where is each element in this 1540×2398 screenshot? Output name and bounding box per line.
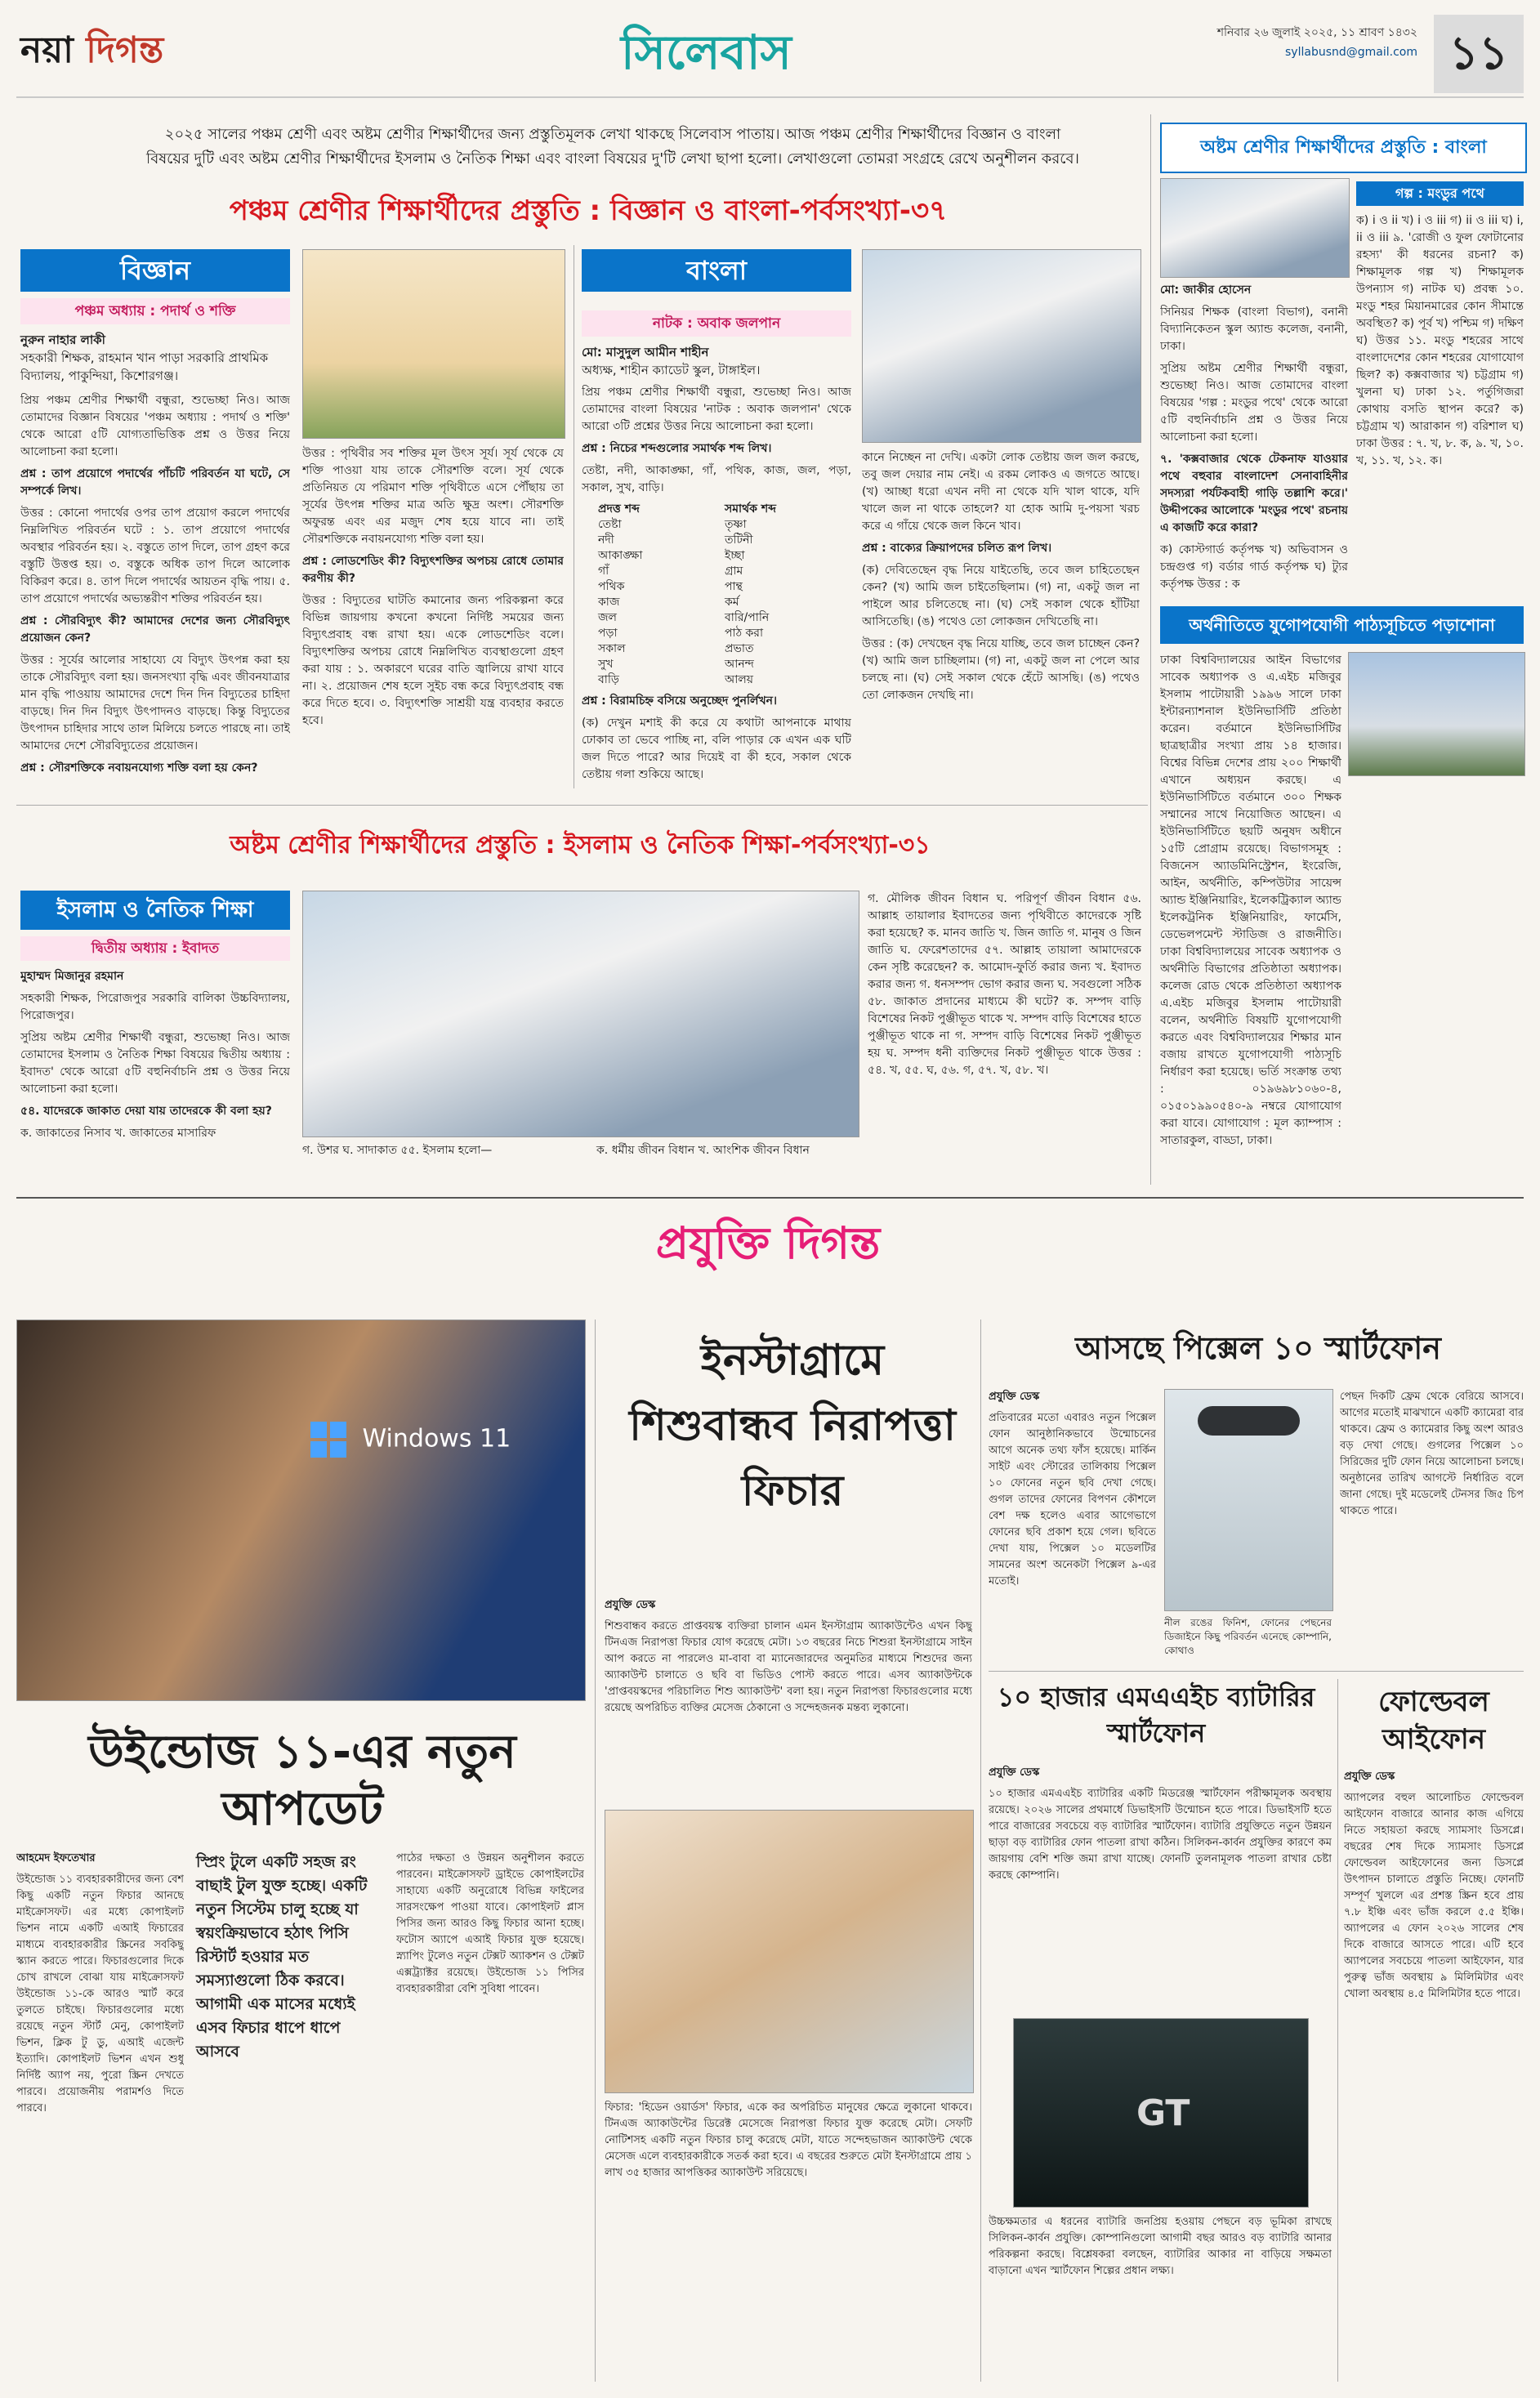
syn-5: কর্ম (725, 596, 739, 609)
pixel-body-2: পেছন দিকটি ফ্রেম থেকে বেরিয়ে আসবে। আগের মতোই মাঝখানে একটি ক্যামেরা বার থাকবে। ফ্রেম ও ক্যামেরার কিছু অংশ আরও বড় দেখা গেছে। গুগলের পিক্সেল ১০ সিরিজের দুটি ফোন নিয়ে আলোচনা চলছে। অনুষ্ঠানের তারিখ আগস্টে নির্ধারিত বলে জানা গেছে। দুই মডেলেই টেনসর জি৫ চিপ থাকতে পারে। (1340, 1391, 1524, 1517)
pixel-caption-text: নীল রঙের ফিনিশ, ফোনের পেছনের ডিজাইনে কিছু পরিবর্তন এনেছে কোম্পানি, কোথাও (1164, 1617, 1332, 1656)
divider-main-right (1150, 114, 1151, 1185)
header-meta (1217, 23, 1417, 62)
bangla-col2-text: কানে নিচ্ছেন না দেখি। একটা লোক তেষ্টায় জল জল করছে, তবু জল দেয়ার নাম নেই। এ রকম লোকও এ জগতে আছে। (খ) আচ্ছা ধরো এখন নদী না থেকে যদি খাল থাকে, যদি খালে জল না থাকে তাহলে? যা হোক আমি দু-পয়সা খরচ করে এ গাঁয়ে থেকে জল কিনে খাব। (862, 451, 1140, 533)
given-8: সকাল (598, 642, 626, 655)
intro-text (82, 123, 1144, 172)
windows-pullquote (196, 1851, 384, 2061)
bangla-author-name: মো: মাসুদুল আমীন শাহীন (582, 345, 709, 359)
syn-9: আনন্দ (725, 658, 754, 671)
pixel-author: প্রযুক্তি ডেস্ক (989, 1391, 1040, 1403)
given-10: বাড়ি (598, 673, 619, 686)
windows-logo (310, 1422, 511, 1458)
class8-bangla-banner-box (1160, 123, 1527, 173)
divider-tech-2 (980, 1320, 981, 2382)
given-0: তেষ্টা (598, 518, 622, 531)
divider-class8-islam (16, 805, 1148, 806)
class8-islam-banner: অষ্টম শ্রেণীর শিক্ষার্থীদের প্রস্তুতি : ইসলাম ও নৈতিক শিক্ষা-পর্বসংখ্যা-৩১ (230, 831, 931, 860)
windows-author: আহমেদ ইফতেখার (16, 1852, 96, 1864)
islam-chapter: দ্বিতীয় অধ্যায় : ইবাদত (20, 936, 290, 961)
bangla-col-1 (582, 384, 851, 784)
given-6: জল (598, 611, 617, 624)
battery-body-2: উচ্চক্ষমতার এ ধরনের ব্যাটারি জনপ্রিয় হওয়ায় পেছনে বড় ভূমিকা রাখছে সিলিকন-কার্বন প্রযুক্তি। কোম্পানিগুলো আগামী বছর আরও বড় ব্যাটারি আনার পরিকল্পনা করছে। বিশ্লেষকরা বলছেন, ব্যাটারির আকার না বাড়িয়ে সক্ষমতা বাড়ানো এখন স্মার্টফোন শিল্পের প্রধান লক্ষ্য। (989, 2216, 1332, 2277)
science-intro: প্রিয় পঞ্চম শ্রেণীর শিক্ষার্থী বন্ধুরা, শুভেচ্ছা নিও। আজ তোমাদের বিজ্ঞান বিষয়ের 'পঞ্চম অধ্যায় : পদার্থ ও শক্তি' থেকে আরো ৫টি যোগ্যতাভিত্তিক প্রশ্ন ও উত্তর নিয়ে আলোচনা করা হলো। (20, 394, 290, 458)
windows-laptop-photo (16, 1320, 586, 1701)
foldable-col (1344, 1769, 1524, 2382)
given-4: পথিক (598, 580, 625, 593)
pixel-headline: আসছে পিক্সেল ১০ স্মার্টফোন (1075, 1330, 1441, 1366)
science-col-2 (302, 445, 564, 784)
syn-0: তৃষ্ণা (725, 518, 747, 531)
class8-bangla-author-role: সিনিয়র শিক্ষক (বাংলা বিভাগ), বনানী বিদ্যানিকেতন স্কুল অ্যান্ড কলেজ, বনানী, ঢাকা। (1160, 306, 1348, 353)
bangla-author (582, 343, 851, 379)
given-3: গাঁ (598, 565, 609, 578)
islam-author-name: মুহাম্মদ মিজানুর রহমান (20, 970, 124, 983)
bangla-col-2 (862, 449, 1140, 784)
islam-q54-opts: ক. জাকাতের নিসাব খ. জাকাতের মাসারিফ (20, 1127, 216, 1140)
class8-bangla-col-2 (1356, 212, 1524, 596)
science-a4: উত্তর : বিদ্যুতের ঘাটতি কমানোর জন্য পরিকল্পনা করে বিভিন্ন জায়গায় কখনো কখনো নির্দিষ্ট সময়ের জন্য বিদ্যুৎপ্রবাহ বন্ধ রাখা হয়। একে লোডশেডিং বলে। বিদ্যুৎশক্তির অপচয় রোধে নিম্নলিখিত ব্যবস্থাগুলো গ্রহণ করা যায় : ১. অকারণে ঘরের বাতি জ্বালিয়ে রাখা যাবে না। ২. প্রয়োজন শেষ হলে সুইচ বন্ধ করে বিদ্যুৎপ্রবাহ বন্ধ করে দিতে হবে। ৩. বিদ্যুৎশক্তি সাশ্রয়ী যন্ত্র ব্যবহার করতে হবে। (302, 594, 564, 727)
economy-banner-box (1160, 606, 1524, 644)
logo-accent: দিগন্ত (86, 29, 164, 71)
science-col-1 (20, 392, 290, 784)
bangla-chapter: নাটক : অবাক জলপান (582, 310, 851, 337)
given-7: পড়া (598, 627, 618, 640)
islam-col-1 (20, 968, 290, 1181)
class8-bangla-q7: ৭. 'কক্সবাজার থেকে টেকনাফ যাওয়ার পথে বহুবার বাংলাদেশ সেনাবাহিনীর সদস্যরা পর্যটকবাহী গাড়ি তল্লাশি করে।' উদ্দীপকের আলোকে 'মংডুর পথে' রচনায় এ কাজটি করে কারা? (1160, 453, 1348, 534)
islam-under-photo-1: গ. উশর ঘ. সাদাকাত ৫৫. ইসলাম হলো— (302, 1144, 493, 1157)
islam-col-right (868, 891, 1141, 1181)
class8-bangla-chapter: গল্প : মংডুর পথে (1356, 181, 1524, 206)
bangla-intro: প্রিয় পঞ্চম শ্রেণীর শিক্ষার্থী বন্ধুরা, শুভেচ্ছা নিও। আজ তোমাদের বাংলা বিষয়ের 'নাটক : অবাক জলপান' থেকে আরো ৩টি প্রশ্নের উত্তর নিয়ে আলোচনা করা হলো। (582, 386, 851, 433)
windows-col-3 (396, 1851, 584, 2382)
divider-tech (16, 1197, 1524, 1199)
science-chapter: পঞ্চম অধ্যায় : পদার্থ ও শক্তি (20, 298, 290, 324)
economy-text: ঢাকা বিশ্ববিদ্যালয়ের আইন বিভাগের সাবেক অধ্যাপক ও এ.এইচ মজিবুর ইসলাম পাটোয়ারী ১৯৯৬ সালে ঢাকা ইন্টারন্যাশনাল ইউনিভার্সিটি প্রতিষ্ঠা করেন। বর্তমানে ইউনিভার্সিটির ছাত্রছাত্রীর সংখ্যা প্রায় ১৪ হাজার। বিশ্বের বিভিন্ন দেশের প্রায় ২০০ শিক্ষার্থী এখানে অধ্যয়ন করছে। এ ইউনিভার্সিটিতে বর্তমানে ৩০০ শিক্ষক সম্মানের সাথে নিয়োজিত আছেন। এ ইউনিভার্সিটিতে ছয়টি অনুষদ অধীনে ১৫টি প্রোগ্রাম রয়েছে। বিভাগসমূহ : বিজনেস অ্যাডমিনিস্ট্রেশন, ইংরেজি, আইন, অর্থনীতি, কম্পিউটার সায়েন্স অ্যান্ড ইঞ্জিনিয়ারিং, ইলেকট্রিক্যাল অ্যান্ড ইলেকট্রনিক ইঞ্জিনিয়ারিং, ফার্মেসি, ডেভেলপমেন্ট স্টাডিজ ও রাজনীতি। ঢাকা বিশ্ববিদ্যালয়ের সাবেক অধ্যাপক ও অর্থনীতি বিভাগের প্রতিষ্ঠাতা অধ্যাপক। কলেজ রোড থেকে প্রতিষ্ঠাতা অধ্যাপক এ.এইচ মজিবুর ইসলাম পাটোয়ারী বলেন, অর্থনীতি বিষয়টি যুগোপযোগী করতে এবং বিশ্ববিদ্যালয়ের শিক্ষার মান বজায় রাখতে যুগোপযোগী পাঠ্যসূচি নির্ধারণ করা হয়েছে। ভর্তি সংক্রান্ত তথ্য : ০১৯৬৯৮১০৬০-৪, ০১৫০১৯৯০৫৪০-৯ নম্বরে যোগাযোগ করা যাবে। যোগাযোগ : মূল ক্যাম্পাস : সাতারকুল, বাড্ডা, ঢাকা। (1160, 654, 1341, 1147)
windows-pullquote-text: স্প্রিং টুলে একটি সহজ রং বাছাই টুল যুক্ত হচ্ছে। একটি নতুন সিস্টেম চালু হচ্ছে যা স্বয়ংক্রিয়ভাবে হঠাৎ পিসি রিস্টার্ট হওয়ার মত সমস্যাগুলো ঠিক করবে। আগামী এক মাসের মধ্যেই এসব ফিচার ধাপে ধাপে আসবে (196, 1853, 368, 2061)
islam-heading: ইসলাম ও নৈতিক শিক্ষা (20, 891, 290, 930)
class8-bangla-intro: সুপ্রিয় অষ্টম শ্রেণীর শিক্ষার্থী বন্ধুরা, শুভেচ্ছা নিও। আজ তোমাদের বাংলা বিষয়ের 'গল্প : মংডুর পথে' থেকে আরো ৫টি বহুনির্বাচনি প্রশ্ন ও উত্তর নিয়ে আলোচনা করা হলো। (1160, 362, 1348, 444)
economy-building-photo (1348, 652, 1525, 776)
class8-bangla-photo (1160, 178, 1350, 278)
science-author (20, 331, 290, 385)
foldable-body: অ্যাপলের বহুল আলোচিত ফোল্ডেবল আইফোন বাজারে আনার কাজ এগিয়ে নিতে সহায়তা করছে স্যামসাং ডিসপ্লে। বছরের শেষ দিকে স্যামসাং ডিসপ্লে ফোল্ডেবল আইফোনের জন্য ডিসপ্লে উৎপাদন চালাতে প্রস্তুতি নিচ্ছে। ফোনটি সম্পূর্ণ খুললে এর প্রশস্ত স্ক্রিন হবে প্রায় ৭.৮ ইঞ্চি এবং ভাঁজ করলে ৫.৫ ইঞ্চি। অ্যাপলের এ ফোন ২০২৬ সালের শেষ দিকে বাজারে আসতে পারে। এটি হবে অ্যাপলের সবচেয়ে পাতলা আইফোন, যার পুরুত্ব ভাঁজ অবস্থায় ৯ মিলিমিটার এবং খোলা অবস্থায় ৪.৫ মিলিমিটার হতে পারে। (1344, 1792, 1524, 2000)
islam-classroom-photo (302, 891, 859, 1137)
syn-4: পান্থ (725, 580, 743, 593)
class5-banner: পঞ্চম শ্রেণীর শিক্ষার্থীদের প্রস্তুতি : বিজ্ঞান ও বাংলা-পর্বসংখ্যা-৩৭ (229, 194, 948, 227)
tech-section-title: প্রযুক্তি দিগন্ত (655, 1217, 881, 1269)
economy-col (1160, 652, 1341, 1179)
bangla-q1: প্রশ্ন : নিচের শব্দগুলোর সমার্থক শব্দ লিখ। (582, 442, 772, 455)
windows-col-1 (16, 1851, 184, 2382)
given-2: আকাঙ্ক্ষা (598, 549, 643, 562)
science-photo (302, 249, 565, 439)
windows-headline: উইন্ডোজ ১১-এর নতুন আপডেট (88, 1726, 516, 1836)
syn-7: পাঠ করা (725, 627, 764, 640)
header-rule (16, 96, 1524, 98)
given-1: নদী (598, 534, 614, 547)
windows-logo-text: Windows 11 (362, 1424, 511, 1454)
science-q2: প্রশ্ন : সৌরবিদ্যুৎ কী? আমাদের দেশের জন্য সৌরবিদ্যুৎ প্রয়োজন কেন? (20, 614, 290, 645)
insta-body: শিশুবান্ধব করতে প্রাপ্তবয়স্ক ব্যক্তিরা চালান এমন ইনস্টাগ্রাম অ্যাকাউন্টেও এখন কিছু টিনএজ নিরাপত্তা ফিচার যোগ করেছে মেটা। ১৩ বছরের নিচে শিশুরা ইনস্টাগ্রামে সাইন আপ করতে না পারলেও মা-বাবা বা ম্যানেজারদের অনুমতির মাধ্যমে শিশুদের জন্য অ্যাকাউন্ট চালাতে ও ছবি বা ভিডিও পোস্ট করতে পারে। এসব অ্যাকাউন্টকে 'প্রাপ্তবয়স্কদের পরিচালিত শিশু অ্যাকাউন্ট' বলা হয়। নতুন নিরাপত্তা ফিচারগুলোর মধ্যে রয়েছে অপরিচিত ব্যক্তির মেসেজ ঠেকানো ও সন্দেহজনক মন্তব্য লুকানো। (605, 1620, 972, 1714)
science-a1: উত্তর : কোনো পদার্থের ওপর তাপ প্রয়োগ করলে পদার্থের নিম্নলিখিত পরিবর্তন ঘটে : ১. তাপ প্রয়োগে পদার্থের অবস্থার পরিবর্তন হয়। ২. বস্তুতে তাপ দিলে, তাপ গ্রহণ করে বস্তুটি উত্তপ্ত হয়। ৩. বস্তুকে অধিক তাপ দিলে আলোক বিকিরণ করে। ৪. তাপ দিলে পদার্থের আয়তন বৃদ্ধি পায়। ৫. তাপ প্রয়োগে পদার্থের অভ্যন্তরীণ শক্তির পরিবর্তন হয়। (20, 507, 290, 605)
science-q3: প্রশ্ন : সৌরশক্তিকে নবায়নযোগ্য শক্তি বলা হয় কেন? (20, 761, 258, 775)
syn-2: ইচ্ছা (725, 549, 745, 562)
divider-tech-1 (595, 1320, 596, 2382)
bangla-heading: বাংলা (582, 249, 851, 292)
bangla-a2: (ক) দেখুন মশাই কী করে যে কথাটা আপনাকে মাথায় ঢোকাব তা ভেবে পাচ্ছি না, বলি পাড়ার কে এখন এক ঘটি জল দিতে পারে? আর দিয়েই বা কী হবে, সকাল থেকে তেষ্টায় গলা শুকিয়ে আছে। (582, 717, 851, 781)
windows-body-1: উইন্ডোজ ১১ ব্যবহারকারীদের জন্য বেশ কিছু একটি নতুন ফিচার আনছে মাইক্রোসফট। এর মধ্যে কোপাইলট ভিশন নামে একটি এআই ফিচারের মাধ্যমে ব্যবহারকারীর স্ক্রিনের সবকিছু স্ক্যান করতে পারে। ফিচারগুলোর দিকে চোখ রাখলে বোঝা যায় মাইক্রোসফট উইন্ডোজ ১১-কে আরও স্মার্ট করে তুলতে চাইছে। ফিচারগুলোর মধ্যে রয়েছে নতুন স্টার্ট মেনু, কোপাইলট ভিশন, ক্লিক টু ডু, এআই এজেন্ট ইত্যাদি। কোপাইলট ভিশন এখন শুধু নির্দিষ্ট অ্যাপ নয়, পুরো স্ক্রিন দেখতে পারবে। প্রয়োজনীয় পরামর্শও দিতে পারবে। (16, 1873, 184, 2114)
battery-phone-photo (1013, 2018, 1309, 2208)
class8-bangla-col-1 (1160, 282, 1348, 596)
intro-line-1: ২০২৫ সালের পঞ্চম শ্রেণী এবং অষ্টম শ্রেণীর শিক্ষার্থীদের জন্য প্রস্তুতিমূলক লেখা থাকছে সিলেবাস পাতায়। আজ পঞ্চম শ্রেণীর শিক্ষার্থীদের বিজ্ঞান ও বাংলা (164, 126, 1061, 143)
battery-col-2 (989, 2214, 1332, 2382)
bangla-words: তেষ্টা, নদী, আকাঙ্ক্ষা, গাঁ, পথিক, কাজ, জল, পড়া, সকাল, সুখ, বাড়ি। (582, 464, 851, 494)
bangla-q3: প্রশ্ন : বাক্যের ক্রিয়াপদের চলিত রূপ লিখ। (862, 542, 1052, 555)
science-q4: প্রশ্ন : লোডশেডিং কী? বিদ্যুৎশক্তির অপচয় রোধে তোমার করণীয় কী? (302, 555, 564, 585)
class8-bangla-author-name: মো: জাকীর হোসেন (1160, 284, 1252, 297)
gt-brand-label: GT (1136, 2092, 1190, 2134)
science-q1: প্রশ্ন : তাপ প্রয়োগে পদার্থের পাঁচটি পরিবর্তন যা ঘটে, সে সম্পর্কে লিখ। (20, 467, 290, 498)
windows-logo-icon (310, 1422, 346, 1458)
insta-col-2 (605, 2100, 972, 2382)
synonym-table (582, 502, 851, 688)
class8-bangla-right-text: ক) i ও ii খ) i ও iii গ) ii ও iii ঘ) i, ii ও iii ৯. 'রোজী ও ফুল ফোটানোর রহস্য' কী ধরনের রচনা? ক) শিক্ষামূলক গল্প খ) শিক্ষামূলক উপন্যাস গ) নাটক ঘ) প্রবন্ধ ১০. মংডু শহর মিয়ানমারের কোন সীমান্তে অবস্থিত? ক) পূর্ব খ) পশ্চিম গ) দক্ষিণ ঘ) উত্তর ১১. মংডু শহরের সাথে বাংলাদেশের কোন শহরের যোগাযোগ ছিল? ক) কক্সবাজার খ) চট্টগ্রাম গ) খুলনা ঘ) ঢাকা ১২. পর্তুগিজরা কোথায় বসতি স্থাপন করে? ক) চট্টগ্রাম খ) আরাকান গ) বরিশাল ঘ) ঢাকা উত্তর : ৭. খ, ৮. ক, ৯. খ, ১০. খ, ১১. খ, ১২. ক। (1356, 214, 1524, 467)
bangla-a3: (ক) দেবিতেছেন বৃদ্ধ নিয়ে যাইতেছি, তবে জল চাহিতেছেন কেন? (খ) আমি জল চাইতেছিলাম। (গ) না, একটু জল না পাইলে আর চলিতেছে না। (ঘ) সেই সকাল থেকে হাঁটিয়া আসিতেছি। (ঙ) পথেও তো লোকজন দেখিতেছি না। (862, 564, 1140, 628)
bangla-a3b: উত্তর : (ক) দেখছেন বৃদ্ধ নিয়ে যাচ্ছি, তবে জল চাচ্ছেন কেন? (খ) আমি জল চাচ্ছিলাম। (গ) না, একটু জল না পেলে আর চলছে না। (ঘ) সেই সকাল থেকে হেঁটে আসছি। (ঙ) পথেও তো লোকজন দেখছি না। (862, 637, 1140, 702)
science-col2-text: উত্তর : পৃথিবীর সব শক্তির মূল উৎস সূর্য। সূর্য থেকে যে শক্তি পাওয়া যায় তাকে সৌরশক্তি বলে। সূর্য থেকে প্রতিনিয়ত যে পরিমাণ শক্তি পৃথিবীতে এসে পৌঁছায় তা সূর্যের উৎপন্ন শক্তির মাত্র অতি ক্ষুদ্র অংশ। সৌরশক্তি অফুরন্ত এবং এর মজুদ শেষ হয়ে যাবে না। তাই সৌরশক্তিকে নবায়নযোগ্য শক্তি বলা হয়। (302, 447, 564, 546)
islam-under-photo (302, 1142, 858, 1180)
foldable-author: প্রযুক্তি ডেস্ক (1344, 1771, 1395, 1783)
syn-10: আলয় (725, 673, 754, 686)
pixel-caption (1164, 1616, 1332, 1661)
economy-col-right (1348, 783, 1524, 1179)
class8-bangla-q7-opts: ক) কোস্টগার্ড কর্তৃপক্ষ খ) অভিবাসন ও চন্দ্রগুপ্ত গ) বর্ডার গার্ড কর্তৃপক্ষ ঘ) ট্যুর কর্তৃপক্ষ উত্তর : ক (1160, 543, 1348, 591)
battery-body: ১০ হাজার এমএএইচ ব্যাটারির একটি মিডরেঞ্জ স্মার্টফোন পরীক্ষামূলক অবস্থায় রয়েছে। ২০২৬ সালের প্রথমার্ধে ডিভাইসটি উন্মোচন হতে পারে। ডিভাইসটি হতে পারে বাজারের সবচেয়ে বড় ব্যাটারির স্মার্টফোন। ব্যাটারি প্রযুক্তিতে নতুন উন্নয়ন ছাড়া বড় ব্যাটারির ফোন পাতলা রাখা কঠিন। সিলিকন-কার্বন প্রযুক্তির কারণে কম জায়গায় বেশি শক্তি জমা রাখা যাচ্ছে। ফোনটি তুলনামূলক পাতলা রাখার চেষ্টা করছে কোম্পানি। (989, 1788, 1332, 1882)
science-a2: উত্তর : সূর্যের আলোর সাহায্যে যে বিদ্যুৎ উৎপন্ন করা হয় তাকে সৌরবিদ্যুৎ বলা হয়। জনসংখ্যা বৃদ্ধি এবং জীবনযাত্রার মান বৃদ্ধি পাওয়ায় আমাদের দেশে দিন দিন বিদ্যুতের চাহিদা বাড়ছে। দিন দিন বিদ্যুৎ উৎপাদনও বাড়ছে। কিন্তু বিদ্যুতের উৎপাদন চাহিদার সাথে তাল মিলিয়ে চলতে পারছে না। তাই আমাদের দেশে সৌরবিদ্যুতের প্রয়োজন। (20, 654, 290, 752)
page-number: ১১ (1434, 15, 1524, 93)
given-9: সুখ (598, 658, 614, 671)
science-author-name: নুরুন নাহার লাকী (20, 333, 105, 347)
syn-3: গ্রাম (725, 565, 743, 578)
table-header-given: প্রদত্ত শব্দ (598, 502, 640, 516)
islam-q54: ৫৪. যাদেরকে জাকাত দেয়া যায় তাদেরকে কী বলা হয়? (20, 1105, 272, 1118)
syn-1: তটিনী (725, 534, 753, 547)
insta-selfie-photo (605, 1810, 974, 2093)
pixel-phone-photo (1164, 1389, 1333, 1611)
bangla-author-role: অধ্যক্ষ, শাহীন ক্যাডেট স্কুল, টাঙ্গাইল। (582, 363, 761, 377)
contact-email[interactable]: syllabusnd@gmail.com (1285, 46, 1417, 59)
pixel-camera-bar-icon (1198, 1406, 1300, 1436)
given-5: কাজ (598, 596, 620, 609)
bangla-q2: প্রশ্ন : বিরামচিহ্ন বসিয়ে অনুচ্ছেদ পুনর্লিখন। (582, 694, 778, 708)
insta-col (605, 1597, 972, 1797)
battery-author: প্রযুক্তি ডেস্ক (989, 1766, 1040, 1779)
pixel-col-1 (989, 1389, 1156, 1663)
class8-bangla-banner: অষ্টম শ্রেণীর শিক্ষার্থীদের প্রস্তুতি : বাংলা (1200, 137, 1487, 158)
syn-6: বারি/পানি (725, 611, 770, 624)
section-title: সিলেবাস (621, 25, 792, 80)
foldable-headline: ফোল্ডেবল আইফোন (1378, 1686, 1489, 1756)
bangla-classroom-photo (862, 249, 1141, 443)
battery-headline: ১০ হাজার এমএএইচ ব্যাটারির স্মার্টফোন (997, 1681, 1315, 1748)
islam-author-role: সহকারী শিক্ষক, পিরোজপুর সরকারি বালিকা উচ্চবিদ্যালয়, পিরোজপুর। (20, 992, 290, 1022)
intro-line-2: বিষয়ের দুটি এবং অষ্টম শ্রেণীর শিক্ষার্থীদের ইসলাম ও নৈতিক শিক্ষা এবং বাংলা বিষয়ের দু'টি লেখা ছাপা হলো। লেখাগুলো তোমরা সংগ্রহে রেখে অনুশীলন করবে। (146, 150, 1079, 167)
divider-tech-3 (1337, 1679, 1338, 2382)
pixel-body: প্রতিবারের মতো এবারও নতুন পিক্সেল ফোন আনুষ্ঠানিকভাবে উন্মোচনের আগে অনেক তথ্য ফাঁস হয়েছে। মার্কিন সাইট এবং স্টোরের তালিকায় পিক্সেল ১০ ফোনের নতুন ছবি দেখা গেছে। গুগল তাদের ফোনের বিপণন কৌশলে বেশ দক্ষ হলেও এবার আগেভাগে ফোনের ছবি প্রকাশ হয়ে গেল। ছবিতে দেখা যায়, পিক্সেল ১০ মডেলটির সামনের অংশ অনেকটা পিক্সেল ৯-এর মতোই। (989, 1412, 1156, 1588)
economy-banner: অর্থনীতিতে যুগোপযোগী পাঠ্যসূচিতে পড়াশোনা (1189, 615, 1495, 635)
insta-body-2: ফিচার: 'হিডেন ওয়ার্ডস' ফিচার, একে কর অপরিচিত মানুষের ক্ষেত্রে লুকানো থাকবে। টিনএজ অ্যাকাউন্টের ডিরেক্ট মেসেজে নিরাপত্তা ফিচার যুক্ত করেছে মেটা। সেফটি নোটিশসহ একটি নতুন ফিচার চালু করেছে মেটা, যাতে সন্দেহভাজন অ্যাকাউন্ট থেকে মেসেজ এলে ব্যবহারকারীকে সতর্ক করা হবে। এ বছরের শুরুতে মেটা ইনস্টাগ্রামে প্রায় ১ লাখ ৩৫ হাজার আপত্তিকর অ্যাকাউন্ট সরিয়েছে। (605, 2101, 972, 2179)
divider-pixel-bottom (989, 1671, 1524, 1672)
islam-right-text: গ. মৌলিক জীবন বিধান ঘ. পরিপূর্ণ জীবন বিধান ৫৬. আল্লাহ তায়ালার ইবাদতের জন্য পৃথিবীতে কাদেরকে সৃষ্টি করা হয়েছে? ক. মানব জাতি খ. জিন জাতি গ. মানুষ ও জিন জাতি ঘ. ফেরেশতাদের ৫৭. আল্লাহ তায়ালা আমাদেরকে কেন সৃষ্টি করেছেন? ক. আমোদ-ফুর্তি করার জন্য খ. ইবাদত করার জন্য গ. ধনসম্পদ ভোগ করার জন্য ঘ. সবগুলো সঠিক ৫৮. জাকাত প্রদানের মাধ্যমে কী ঘটে? ক. সম্পদ বাড়ি বিশেষের নিকট পুঞ্জীভূত থাকে খ. সম্পদ বাড়ি বিশেষের হাতে পুঞ্জীভূত থাকে না গ. সম্পদ বাড়ি বিশেষের নিকট পুঞ্জীভূত হয় ঘ. সম্পদ ধনী ব্যক্তিদের নিকট পুঞ্জীভূত থাকে উত্তর : ৫৪. খ, ৫৫. ঘ, ৫৬. গ, ৫৭. খ, ৫৮. খ। (868, 892, 1141, 1077)
issue-date: শনিবার ২৬ জুলাই ২০২৫, ১১ শ্রাবণ ১৪৩২ (1216, 26, 1417, 39)
insta-headline: ইনস্টাগ্রামে শিশুবান্ধব নিরাপত্তা ফিচার (629, 1336, 956, 1516)
islam-intro: সুপ্রিয় অষ্টম শ্রেণীর শিক্ষার্থী বন্ধুরা, শুভেচ্ছা নিও। আজ তোমাদের ইসলাম ও নৈতিক শিক্ষা বিষয়ের দ্বিতীয় অধ্যায় : ইবাদত' থেকে আরো ৫টি বহুনির্বাচনি প্রশ্ন ও উত্তর নিয়ে আলোচনা করা হলো। (20, 1031, 290, 1096)
table-header-synonym: সমার্থক শব্দ (725, 502, 776, 516)
science-heading: বিজ্ঞান (20, 249, 290, 292)
insta-author: প্রযুক্তি ডেস্ক (605, 1599, 656, 1611)
newspaper-logo[interactable] (20, 23, 163, 83)
logo-main: নয়া (20, 29, 74, 71)
science-author-role: সহকারী শিক্ষক, রাহমান খান পাড়া সরকারি প্রাথমিক বিদ্যালয়, পাকুন্দিয়া, কিশোরগঞ্জ। (20, 351, 269, 383)
pixel-col-2 (1340, 1389, 1524, 1663)
syn-8: প্রভাত (725, 642, 754, 655)
islam-under-photo-2: ক. ধর্মীয় জীবন বিধান খ. আংশিক জীবন বিধান (596, 1144, 810, 1157)
windows-body-3: পাঠের দক্ষতা ও উন্নয়ন অনুশীলন করতে পারবেন। মাইক্রোসফট ড্রাইভে কোপাইলটের সাহায্যে একটি অনুরোধে বিভিন্ন ফাইলের সারসংক্ষেপ পাওয়া যাবে। কোপাইলট প্লাস পিসির জন্য আরও কিছু ফিচার আনা হচ্ছে। ফটোস অ্যাপে এআই ফিচার যুক্ত হয়েছে। স্ন্যাপিং টুলেও নতুন টেক্সট অ্যাকশন ও টেক্সট এক্সট্র্যাক্টর রয়েছে। উইন্ডোজ ১১ পিসির ব্যবহারকারীরা বেশি সুবিধা পাবেন। (396, 1852, 584, 1995)
battery-col (989, 1765, 1332, 2010)
